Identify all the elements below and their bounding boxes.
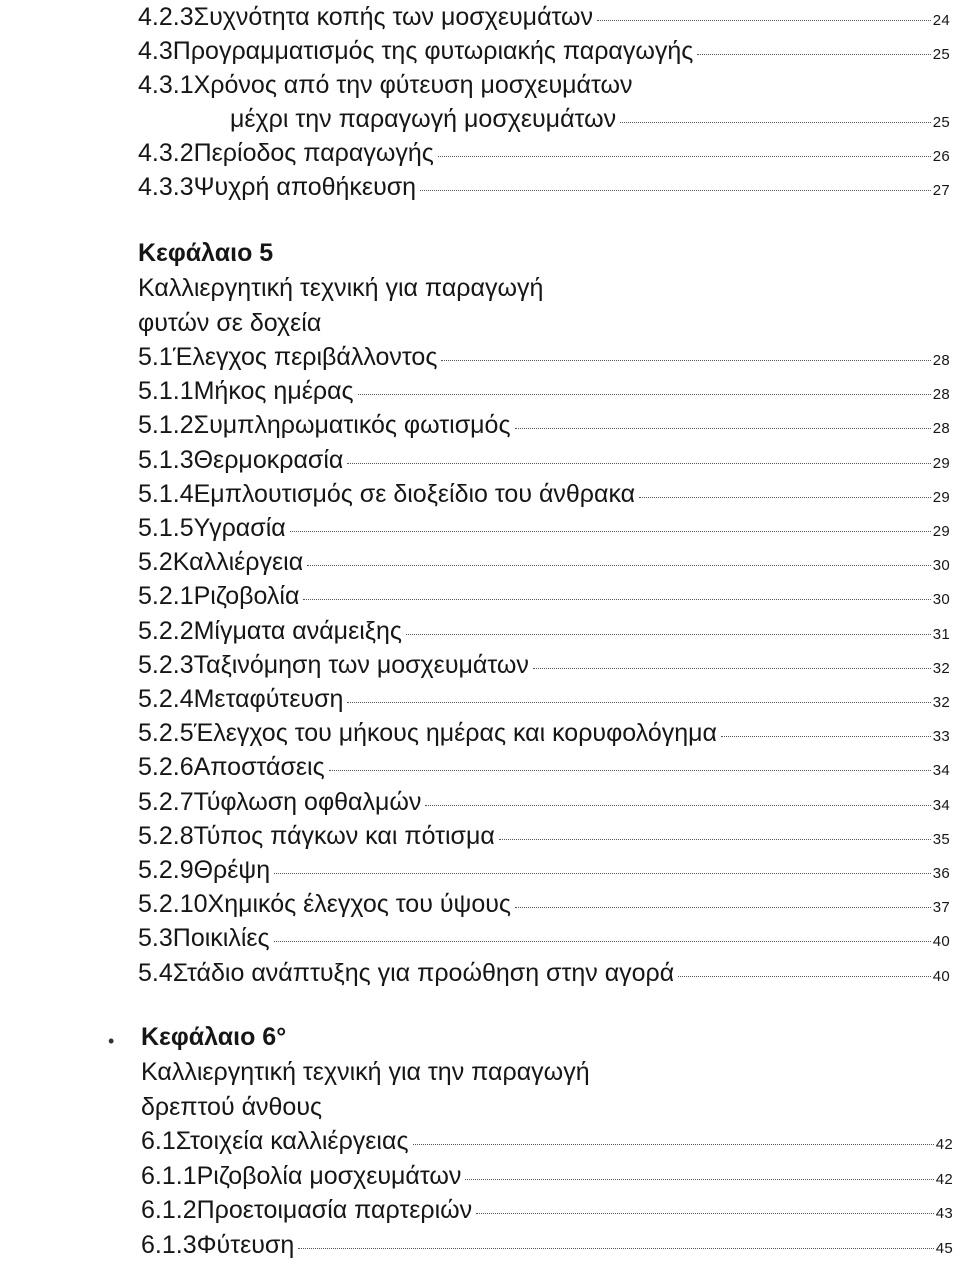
toc-entry-number: 5.2.3 — [138, 650, 194, 679]
toc-entry-page: 37 — [932, 899, 950, 917]
dot-leader — [465, 1179, 933, 1180]
toc-entry — [141, 1159, 953, 1193]
toc-entry — [138, 887, 950, 921]
toc-entry-number: 5.1.1 — [138, 377, 194, 406]
toc-entry-number: 5.1.4 — [138, 479, 194, 508]
toc-entry-number: 5.2 — [138, 548, 173, 577]
toc-entry-page: 28 — [932, 420, 950, 438]
toc-entry — [138, 750, 950, 784]
toc-entry-page: 34 — [932, 796, 950, 814]
toc-entry-title: Ριζοβολία μοσχευμάτων — [196, 1161, 462, 1190]
dot-leader — [425, 805, 930, 806]
dot-leader — [620, 122, 931, 123]
toc-entry — [141, 1193, 953, 1227]
toc-entry-4-3-3 — [138, 170, 950, 204]
toc-entry-page: 35 — [932, 830, 950, 848]
toc-entry-title-continuation: μέχρι την παραγωγή μοσχευμάτων — [230, 105, 617, 133]
dot-leader — [303, 599, 930, 600]
toc-entry — [138, 921, 950, 955]
toc-entry-number: 5.1.5 — [138, 514, 194, 542]
dot-leader — [329, 770, 931, 771]
toc-entry-number: 5.2.6 — [138, 753, 194, 782]
toc-entry-page: 40 — [932, 967, 950, 985]
toc-entry — [138, 340, 950, 374]
toc-entry-number: 5.2.4 — [138, 685, 194, 713]
toc-entry-page: 43 — [935, 1205, 953, 1222]
toc-entry-4-2-3 — [138, 0, 950, 34]
toc-entry-title: Χρόνος από την φύτευση μοσχευμάτων — [193, 71, 633, 99]
toc-entry-title: Αποστάσεις — [193, 753, 325, 782]
toc-entry-page: 42 — [935, 1136, 953, 1153]
toc-entry-title: Μίγματα ανάμειξης — [193, 616, 402, 645]
toc-entry-title: Θερμοκρασία — [193, 445, 344, 474]
toc-entry-title: Ταξινόμηση των μοσχευμάτων — [193, 650, 529, 679]
dot-leader — [721, 736, 931, 737]
toc-entry — [138, 614, 950, 648]
toc-entry-number: 5.1 — [138, 343, 173, 371]
toc-entry — [138, 374, 950, 408]
toc-entry-number: 5.2.5 — [138, 719, 194, 748]
dot-leader — [406, 634, 931, 635]
toc-entry-page: 34 — [932, 762, 950, 780]
toc-entry-number: 5.2.7 — [138, 787, 194, 816]
dot-leader — [533, 668, 931, 669]
toc-entry-page: 33 — [932, 728, 950, 746]
toc-entry-number: 6.1.3 — [141, 1230, 197, 1259]
toc-entry — [138, 819, 950, 853]
toc-entry-number: 5.2.8 — [138, 821, 194, 850]
toc-entry-page: 26 — [932, 148, 950, 165]
dot-leader — [697, 54, 930, 55]
dot-leader — [639, 497, 931, 498]
toc-entry-4-3 — [138, 34, 950, 68]
toc-entry-page: 29 — [932, 488, 950, 506]
dot-leader — [420, 190, 931, 191]
toc-entry-number: 5.4 — [138, 958, 173, 987]
toc-entry-number: 5.1.2 — [138, 411, 194, 440]
toc-entry-number: 4.3.3 — [138, 173, 194, 201]
toc-entry — [138, 443, 950, 477]
dot-leader — [298, 1248, 933, 1249]
toc-entry-title: Στάδιο ανάπτυξης για προώθηση στην αγορά — [172, 958, 675, 987]
toc-entry-page: 28 — [932, 386, 950, 404]
dot-leader — [358, 394, 931, 395]
toc-entry-title: Μήκος ημέρας — [193, 377, 354, 406]
toc-entry — [138, 511, 950, 545]
toc-entry — [138, 956, 950, 990]
toc-entry-title: Φύτευση — [196, 1230, 295, 1259]
toc-entry-page: 36 — [932, 865, 950, 882]
toc-entry-title: Ριζοβολία — [193, 582, 300, 611]
bullet-marker: • — [108, 1031, 115, 1051]
dot-leader — [597, 20, 931, 21]
toc-entry-4-3-1-line2 — [230, 102, 950, 136]
toc-entry — [138, 579, 950, 613]
toc-entry — [138, 648, 950, 682]
toc-entry-number: 5.1.3 — [138, 445, 194, 474]
dot-leader — [307, 565, 931, 566]
toc-entry-number: 5.2.1 — [138, 582, 194, 611]
toc-entry-number: 4.2.3 — [138, 3, 194, 31]
chapter-5-subtitle: Καλλιεργητική τεχνική για παραγωγή — [138, 274, 544, 302]
toc-entry — [138, 682, 950, 716]
toc-entry-page: 32 — [932, 659, 950, 677]
dot-leader — [515, 428, 931, 429]
toc-entry-title: Έλεγχος του μήκους ημέρας και κορυφολόγημα — [193, 719, 718, 748]
toc-entry-4-3-1-line1 — [138, 68, 950, 102]
toc-entry-number: 5.2.9 — [138, 856, 194, 884]
toc-entry-4-3-2 — [138, 136, 950, 170]
dot-leader — [499, 839, 931, 840]
dot-leader — [347, 463, 930, 464]
toc-entry — [138, 545, 950, 579]
toc-entry-number: 4.3.1 — [138, 71, 194, 99]
toc-entry-number: 6.1.2 — [141, 1196, 197, 1224]
toc-entry-page: 27 — [932, 182, 950, 199]
toc-entry-title: Προετοιμασία παρτεριών — [196, 1196, 473, 1224]
toc-entry-page: 30 — [932, 591, 950, 609]
dot-leader — [274, 941, 931, 942]
dot-leader — [347, 702, 930, 703]
toc-entry-title: Συχνότητα κοπής των μοσχευμάτων — [193, 3, 594, 31]
toc-entry-number: 5.2.2 — [138, 616, 194, 645]
toc-entry-title: Τύφλωση οφθαλμών — [193, 787, 422, 816]
toc-entry-page: 29 — [932, 523, 950, 540]
toc-entry-title: Προγραμματισμός της φυτωριακής παραγωγής — [172, 37, 694, 65]
toc-entry-title: Μεταφύτευση — [193, 685, 344, 713]
toc-entry-number: 5.2.10 — [138, 890, 208, 919]
dot-leader — [413, 1144, 934, 1145]
toc-entry-page: 32 — [932, 694, 950, 711]
chapter-6-heading: Κεφάλαιο 6° — [141, 1023, 287, 1051]
chapter-5-subtitle-continuation: φυτών σε δοχεία — [138, 309, 322, 337]
toc-entry-title: Υγρασία — [193, 514, 286, 542]
toc-entry-title: Εμπλουτισμός σε διοξείδιο του άνθρακα — [193, 479, 636, 508]
dot-leader — [476, 1213, 934, 1214]
dot-leader — [274, 873, 931, 874]
dot-leader — [438, 156, 931, 157]
toc-entry-title: Τύπος πάγκων και πότισμα — [193, 821, 495, 850]
chapter-6-subtitle: Καλλιεργητική τεχνική για την παραγωγή — [141, 1058, 590, 1086]
toc-entry-title: Ποικιλίες — [172, 924, 270, 953]
toc-entry — [138, 853, 950, 887]
dot-leader — [290, 531, 931, 532]
toc-entry-title: Στοιχεία καλλιέργειας — [175, 1127, 409, 1155]
toc-entry-page: 42 — [935, 1170, 953, 1188]
toc-entry-title: Χημικός έλεγχος του ύψους — [207, 890, 511, 919]
toc-entry-page: 25 — [932, 114, 950, 131]
dot-leader — [441, 360, 930, 361]
toc-entry-number: 6.1 — [141, 1127, 176, 1155]
toc-entry-title: Ψυχρή αποθήκευση — [193, 173, 417, 201]
toc-entry-number: 5.3 — [138, 924, 173, 953]
toc-entry — [138, 785, 950, 819]
toc-entry — [141, 1124, 953, 1158]
toc-entry-page: 24 — [932, 12, 950, 29]
toc-entry — [138, 408, 950, 442]
toc-entry-title: Καλλιέργεια — [172, 548, 304, 577]
dot-leader — [678, 976, 930, 977]
toc-entry-page: 45 — [935, 1239, 953, 1257]
toc-entry — [138, 716, 950, 750]
toc-entry-title: Περίοδος παραγωγής — [193, 139, 434, 167]
toc-entry-page: 29 — [932, 454, 950, 472]
toc-entry-page: 31 — [932, 625, 950, 643]
toc-entry-page: 30 — [932, 557, 950, 575]
toc-entry-page: 28 — [932, 352, 950, 369]
toc-entry — [141, 1228, 953, 1262]
toc-entry-title: Έλεγχος περιβάλλοντος — [172, 343, 438, 371]
chapter-5-heading: Κεφάλαιο 5 — [138, 239, 274, 267]
toc-entry-page: 25 — [932, 46, 950, 63]
chapter-6-subtitle-continuation: δρεπτού άνθους — [141, 1093, 323, 1121]
toc-entry-number: 4.3.2 — [138, 139, 194, 167]
toc-entry-page: 40 — [932, 933, 950, 951]
toc-entry-number: 6.1.1 — [141, 1161, 197, 1190]
toc-entry — [138, 477, 950, 511]
toc-entry-title: Συμπληρωματικός φωτισμός — [193, 411, 511, 440]
toc-entry-number: 4.3 — [138, 37, 173, 65]
toc-entry-title: Θρέψη — [193, 856, 271, 884]
dot-leader — [515, 907, 931, 908]
